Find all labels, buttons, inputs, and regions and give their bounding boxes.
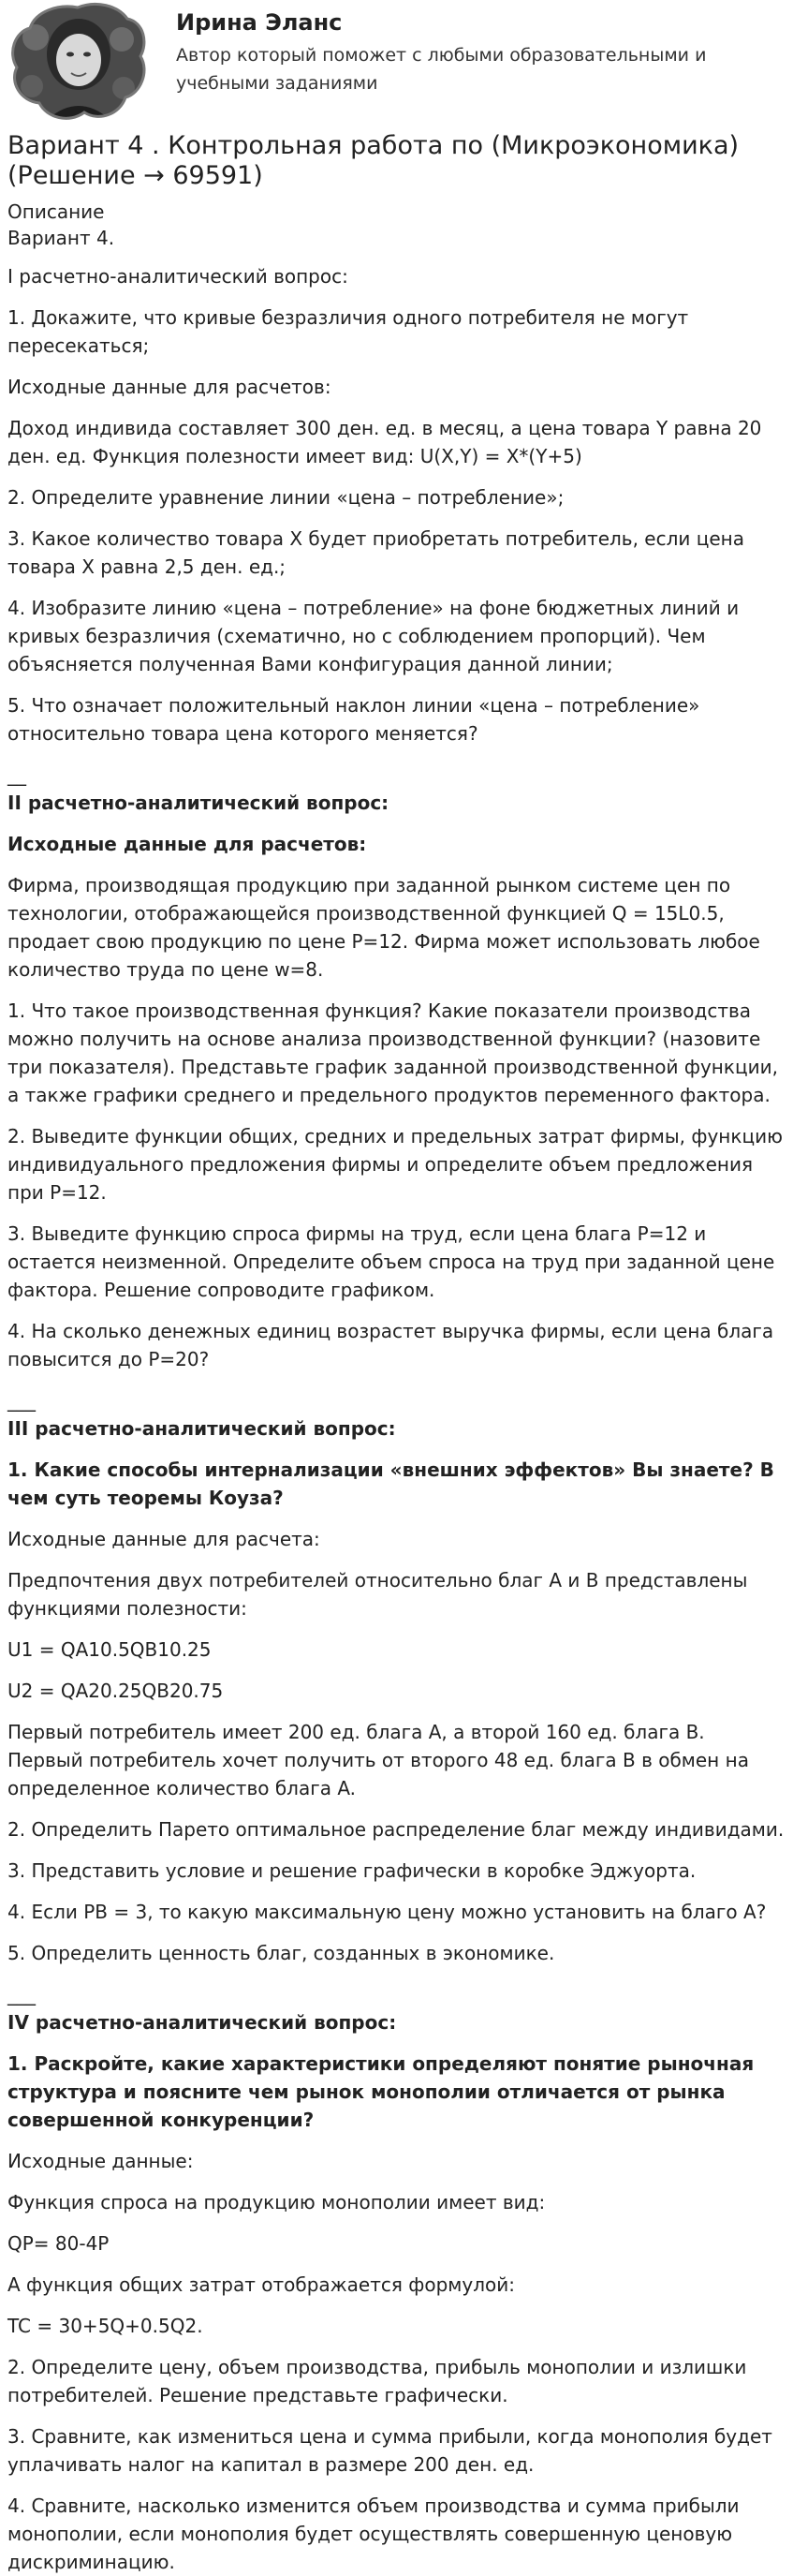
question-section xyxy=(7,1414,786,2008)
section-paragraph: 4. Сравните, насколько изменится объем производства и сумма прибыли монополии, если монополия будет осуществлять совершенную ценовую дискриминацию. xyxy=(7,2495,740,2573)
section-paragraph: Фирма, производящая продукцию при заданной рынком системе цен по технологии, отображающейся производственной функцией Q = 15L0.5, продает свою продукцию по цене P=12. Фирма может использовать любое количество труда по цене w=8. xyxy=(7,874,760,981)
question-section xyxy=(7,2008,786,2576)
section-paragraph: Первый потребитель имеет 200 ед. блага A, а второй 160 ед. блага B. Первый потребитель хочет получить от второго 48 ед. блага B в обмен на определенное количество блага A. xyxy=(7,1721,749,1799)
section-paragraph: I расчетно-аналитический вопрос: xyxy=(7,265,348,288)
section-paragraph: Предпочтения двух потребителей относительно благ A и B представлены функциями полезности: xyxy=(7,1569,748,1620)
section-paragraph: А функция общих затрат отображается формулой: xyxy=(7,2273,515,2296)
section-paragraph: 4. Изобразите линию «цена – потребление» на фоне бюджетных линий и кривых безразличия (схематично, но с соблюдением пропорций). Чем объясняется полученная Вами конфигурация данной линии; xyxy=(7,597,740,675)
section-paragraph: 3. Какое количество товара X будет приобретать потребитель, если цена товара X равна 2,5 ден. ед.; xyxy=(7,527,744,578)
section-heading: II расчетно-аналитический вопрос: xyxy=(7,792,389,814)
section-paragraph: Доход индивида составляет 300 ден. ед. в месяц, а цена товара Y равна 20 ден. ед. Функция полезности имеет вид: U(X,Y) = X*(Y+5) xyxy=(7,417,762,467)
question-section xyxy=(7,789,786,1414)
section-paragraph: 5. Определить ценность благ, созданных в экономике. xyxy=(7,1942,555,1964)
section-paragraph: Исходные данные для расчетов: xyxy=(7,376,331,398)
section-separator: ___ xyxy=(7,1389,36,1412)
section-paragraph: 3. Представить условие и решение графически в коробке Эджуорта. xyxy=(7,1859,697,1882)
section-paragraph: Исходные данные для расчета: xyxy=(7,1528,320,1550)
question-section xyxy=(7,262,786,789)
avatar-photo-icon xyxy=(7,0,148,122)
section-paragraph: 5. Что означает положительный наклон линии «цена – потребление» относительно товара цена которого меняется? xyxy=(7,694,700,745)
section-heading: Исходные данные для расчетов: xyxy=(7,833,367,855)
author-description: Автор который поможет с любыми образовательными и учебными заданиями xyxy=(176,45,707,94)
author-card xyxy=(7,0,786,122)
section-separator: __ xyxy=(7,763,26,786)
section-heading: III расчетно-аналитический вопрос: xyxy=(7,1417,396,1440)
section-separator: ___ xyxy=(7,1983,36,2006)
section-paragraph: Функция спроса на продукцию монополии имеет вид: xyxy=(7,2191,546,2213)
section-paragraph: 2. Выведите функции общих, средних и предельных затрат фирмы, функцию индивидуального предложения фирмы и определите объем предложения при P=12. xyxy=(7,1125,783,1204)
section-paragraph: 1. Докажите, что кривые безразличия одного потребителя не могут пересекаться; xyxy=(7,306,689,357)
description-label: Описание xyxy=(7,200,105,223)
section-paragraph: 2. Определите уравнение линии «цена – потребление»; xyxy=(7,486,565,509)
author-avatar[interactable] xyxy=(7,0,148,122)
section-heading: 1. Раскройте, какие характеристики определяют понятие рыночная структура и поясните чем рынок монополии отличается от рынка совершенной конкуренции? xyxy=(7,2052,755,2131)
section-paragraph: U1 = QA10.5QB10.25 xyxy=(7,1638,212,1661)
section-heading: 1. Какие способы интернализации «внешних эффектов» Вы знаете? В чем суть теоремы Коуза? xyxy=(7,1458,774,1509)
section-paragraph: 3. Сравните, как измениться цена и сумма прибыли, когда монополия будет уплачивать налог на капитал в размере 200 ден. ед. xyxy=(7,2425,772,2476)
section-paragraph: 1. Что такое производственная функция? Какие показатели производства можно получить на основе анализа производственной функции? (назовите три показателя). Представьте график заданной производственной функции, а также графики среднего и предельного продуктов переменного фактора. xyxy=(7,999,778,1106)
section-paragraph: TC = 30+5Q+0.5Q2. xyxy=(7,2315,203,2337)
page-title: Вариант 4 . Контрольная работа по (Микроэкономика) (Решение → 69591) xyxy=(7,131,740,190)
section-paragraph: 4. На сколько денежных единиц возрастет выручка фирмы, если цена блага повысится до P=20? xyxy=(7,1320,774,1370)
section-heading: IV расчетно-аналитический вопрос: xyxy=(7,2011,397,2034)
task-content xyxy=(7,262,786,2576)
author-name[interactable]: Ирина Эланс xyxy=(176,9,343,36)
section-paragraph: Исходные данные: xyxy=(7,2150,194,2172)
section-paragraph: QP= 80-4P xyxy=(7,2232,110,2255)
variant-label: Вариант 4. xyxy=(7,227,115,249)
author-info xyxy=(176,0,738,97)
section-paragraph: 4. Если PB = 3, то какую максимальную цену можно установить на благо A? xyxy=(7,1901,767,1923)
section-paragraph: 3. Выведите функцию спроса фирмы на труд, если цена блага P=12 и остается неизменной. Определите объем спроса на труд при заданной цене фактора. Решение сопроводите графиком. xyxy=(7,1222,775,1301)
section-paragraph: 2. Определите цену, объем производства, прибыль монополии и излишки потребителей. Решение представьте графически. xyxy=(7,2356,747,2406)
section-paragraph: U2 = QA20.25QB20.75 xyxy=(7,1680,224,1702)
section-paragraph: 2. Определить Парето оптимальное распределение благ между индивидами. xyxy=(7,1818,785,1841)
